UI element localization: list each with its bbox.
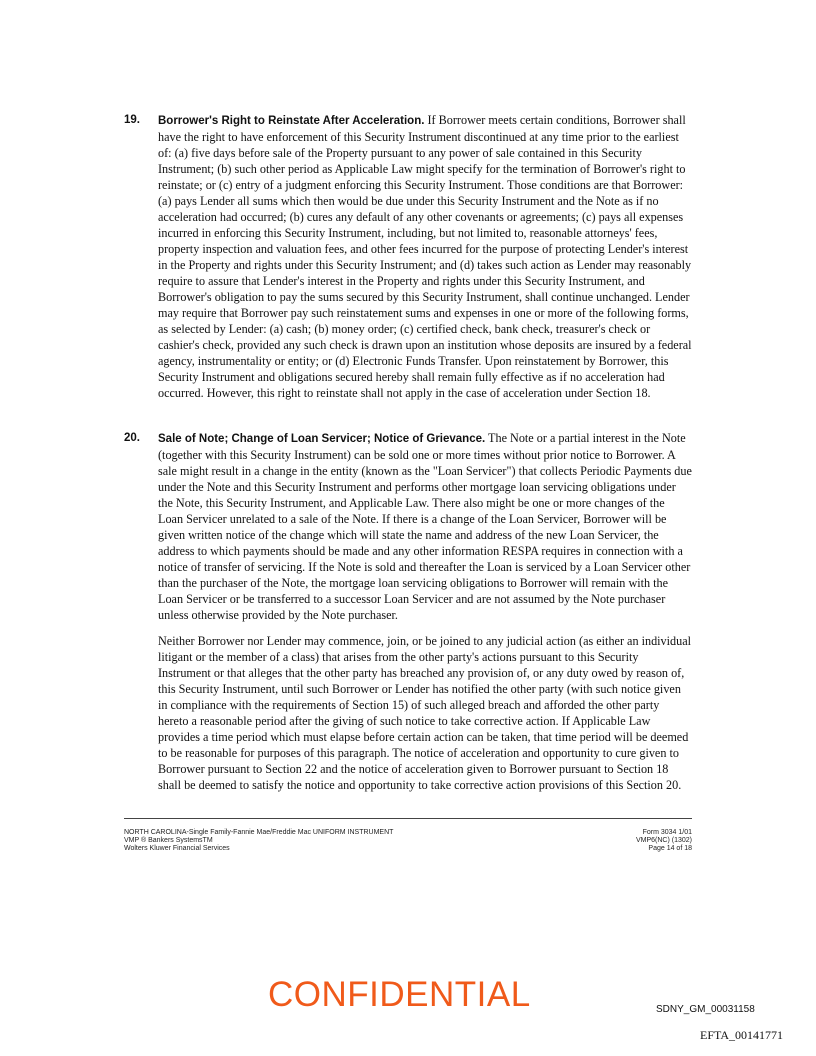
footer-publisher: Wolters Kluwer Financial Services [124, 845, 230, 852]
footer-page-info [520, 829, 692, 853]
footer-form-title: NORTH CAROLINA-Single Family-Fannie Mae/Freddie Mac UNIFORM INSTRUMENT [124, 829, 394, 836]
section-text: If Borrower meets certain conditions, Borrower shall have the right to have enforcement of this Security Instrument discontinued at any time prior to the earliest of: (a) five days before sale of the Property pursuant to any power of sale contained in this Security Instrument; (b) such other period as Applicable Law might specify for the termination of Borrower's right to reinstate; or (c) entry of a judgment enforcing this Security Instrument. Those conditions are that Borrower: (a) pays Lender all sums which then would be due under this Security Instrument and the Note as if no acceleration had occurred; (b) cures any default of any other covenants or agreements; (c) pays all expenses incurred in enforcing this Security Instrument, including, but not limited to, reasonable attorneys' fees, property inspection and valuation fees, and other fees incurred for the purpose of protecting Lender's interest in the Property and rights under this Security Instrument; and (d) takes such action as Lender may reasonably require to assure that Lender's interest in the Property and rights under this Security Instrument, and Borrower's obligation to pay the sums secured by this Security Instrument, shall continue unchanged. Lender may require that Borrower pay such reinstatement sums and expenses in one or more of the following forms, as selected by Lender: (a) cash; (b) money order; (c) certified check, bank check, treasurer's check or cashier's check, provided any such check is drawn upon an institution whose deposits are insured by a federal agency, instrumentality or entity; or (d) Electronic Funds Transfer. Upon reinstatement by Borrower, this Security Instrument and obligations secured hereby shall remain fully effective as if no acceleration had occurred. However, this right to reinstate shall not apply in the case of acceleration under Section 18. [158, 113, 692, 400]
bates-number-sdny: SDNY_GM_00031158 [656, 1004, 755, 1015]
footer-form-number: Form 3034 1/01 [642, 829, 692, 836]
footer-divider [124, 818, 692, 819]
section-paragraph-2: Neither Borrower nor Lender may commence, join, or be joined to any judicial action (as either an individual litigant or the member of a class) that arises from the other party's actions pursuant to this Security Instrument or that alleges that the other party has breached any provision of, or any duty owed by reason of, this Security Instrument, until such Borrower or Lender has notified the other party (with such notice given in compliance with the requirements of Section 15) of such alleged breach and afforded the other party hereto a reasonable period after the giving of such notice to take corrective action. If Applicable Law provides a time period which must elapse before certain action can be taken, that time period will be deemed to be reasonable for purposes of this paragraph. The notice of acceleration and opportunity to cure given to Borrower pursuant to Section 22 and the notice of acceleration given to Borrower pursuant to Section 18 shall be deemed to satisfy the notice and opportunity to take corrective action provisions of this Section 20. [158, 634, 692, 792]
footer-vmp-code: VMP6(NC) (1302) [635, 837, 692, 844]
section-19 [124, 112, 692, 401]
section-heading: Sale of Note; Change of Loan Servicer; Notice of Grievance. [158, 433, 486, 445]
section-heading: Borrower's Right to Reinstate After Acceleration. [158, 115, 425, 127]
footer-form-info [124, 829, 393, 853]
footer-vmp: VMP ® Bankers SystemsTM [124, 837, 213, 844]
confidential-stamp: CONFIDENTIAL [268, 975, 531, 1014]
section-text: The Note or a partial interest in the Note (together with this Security Instrument) can be sold one or more times without prior notice to Borrower. A sale might result in a change in the entity (known as the "Loan Servicer") that collects Periodic Payments due under the Note and this Security Instrument and performs other mortgage loan servicing obligations under the Note, this Security Instrument, and Applicable Law. There also might be one or more changes of the Loan Servicer unrelated to a sale of the Note. If there is a change of the Loan Servicer, Borrower will be given written notice of the change which will state the name and address of the new Loan Servicer, the address to which payments should be made and any other information RESPA requires in connection with a notice of transfer of servicing. If the Note is sold and thereafter the Loan is serviced by a Loan Servicer other than the purchaser of the Note, the mortgage loan servicing obligations to Borrower will remain with the Loan Servicer or be transferred to a successor Loan Servicer and are not assumed by the Note purchaser unless otherwise provided by the Note purchaser. [158, 431, 692, 622]
section-body [158, 430, 692, 793]
footer-page-number: Page 14 of 18 [648, 845, 692, 852]
section-20 [124, 430, 692, 793]
section-body [158, 112, 692, 401]
section-number: 20. [124, 432, 140, 444]
section-number: 19. [124, 114, 140, 126]
bates-number-efta: EFTA_00141771 [700, 1028, 784, 1042]
